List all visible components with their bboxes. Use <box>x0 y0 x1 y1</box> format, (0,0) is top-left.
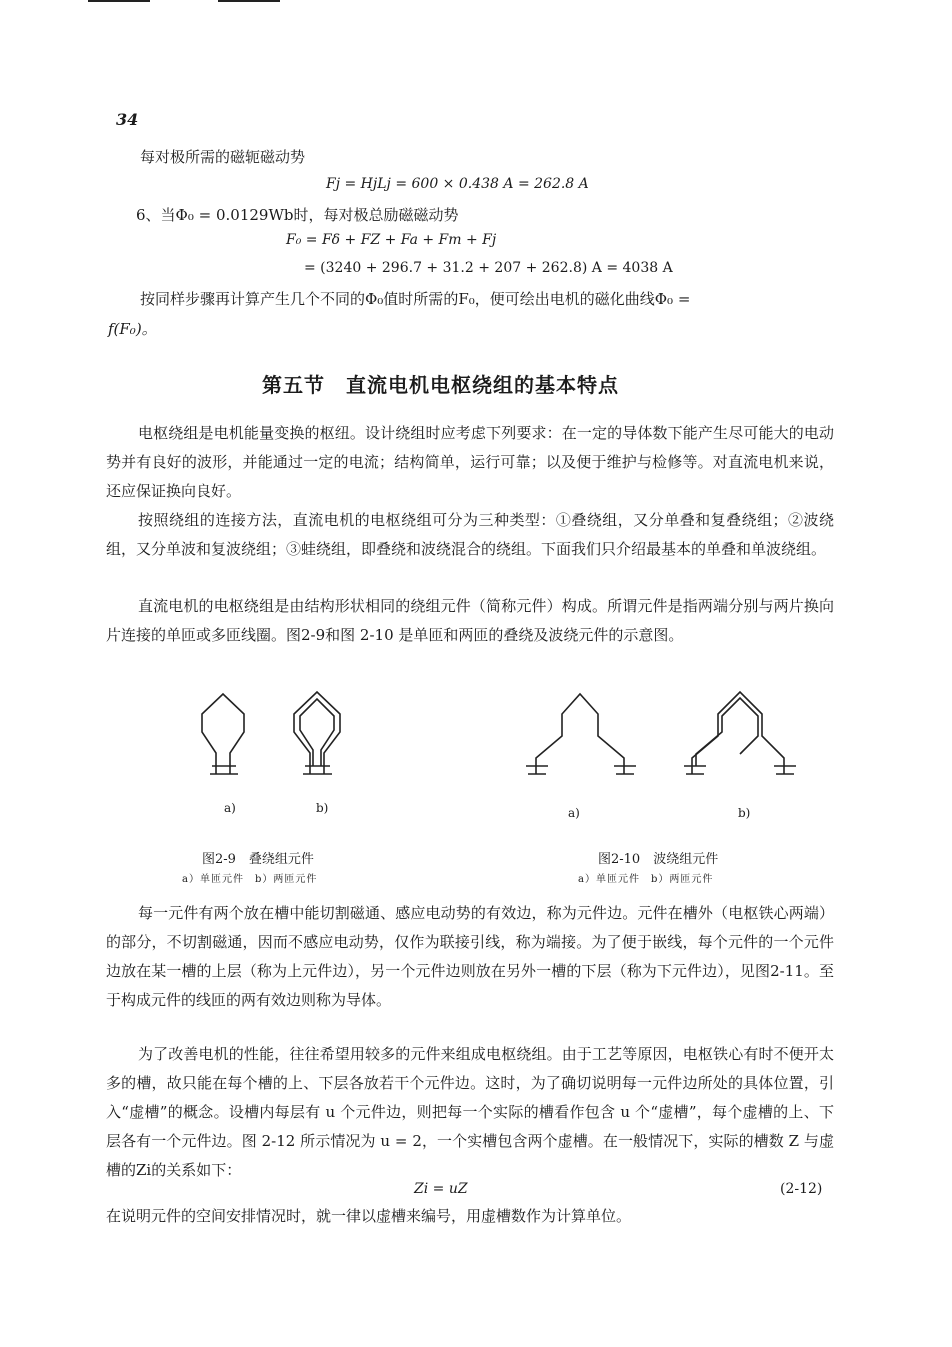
paragraph-winding-elements: 直流电机的电枢绕组是由结构形状相同的绕组元件（简称元件）构成。所谓元件是指两端分别与两片换向片连接的单匝或多匝线圈。图2-9和图 2-10 是单匝和两匝的叠绕及波绕元件的示意图。 <box>106 597 834 644</box>
figure-2-10b-label: b) <box>738 806 751 820</box>
equation-fj: Fj = HjLj = 600 × 0.438 A = 262.8 A <box>326 176 589 192</box>
figure-2-10b-two-turn-wave <box>674 690 804 790</box>
figure-2-10a-label: a) <box>568 806 580 820</box>
paragraph-winding-types: 按照绕组的连接方法，直流电机的电枢绕组可分为三种类型：①叠绕组，又分单叠和复叠绕组；②波绕组，又分单波和复波绕组；③蛙绕组，即叠绕和波绕混合的绕组。下面我们只介绍最基本的单叠和单波绕组。 <box>106 511 834 558</box>
figure-2-9a-label: a) <box>224 801 236 815</box>
figure-2-10-subcaption: a）单匝元件 b）两匝元件 <box>578 874 714 885</box>
equation-f0-value: = (3240 + 296.7 + 31.2 + 207 + 262.8) A = 4038 A <box>304 260 673 276</box>
text-line-magnetization: 按同样步骤再计算产生几个不同的Φ₀值时所需的F₀，便可绘出电机的磁化曲线Φ₀ = <box>140 290 691 308</box>
paragraph-armature-winding: 电枢绕组是电机能量变换的枢纽。设计绕组时应考虑下列要求：在一定的导体数下能产生尽可能大的电动势并有良好的波形，并能通过一定的电流；结构简单，运行可靠；以及便于维护与检修等。对直流电机来说，还应保证换向良好。 <box>106 424 834 500</box>
top-rule-left <box>88 0 150 2</box>
figure-2-9b-two-turn-lap <box>290 690 344 790</box>
top-rule-right <box>218 0 280 2</box>
figure-2-9b-label: b) <box>316 801 329 815</box>
paragraph-element-sides: 每一元件有两个放在槽中能切割磁通、感应电动势的有效边，称为元件边。元件在槽外（电枢铁心两端）的部分，不切割磁通，因而不感应电动势，仅作为联接引线，称为端接。为了便于嵌线，每个元件的一个元件边放在某一槽的上层（称为上元件边），另一个元件边则放在另外一槽的下层（称为下元件边），见图2-11。至于构成元件的线匝的两有效边则称为导体。 <box>106 904 834 1009</box>
section-title: 第五节 直流电机电枢绕组的基本特点 <box>262 373 619 397</box>
paragraph-numbering: 在说明元件的空间安排情况时，就一律以虚槽来编号，用虚槽数作为计算单位。 <box>106 1207 632 1225</box>
equation-number: (2-12) <box>780 1181 823 1197</box>
text-line-step6: 6、当Φ₀ = 0.0129Wb时，每对极总励磁磁动势 <box>136 206 459 224</box>
figure-2-10a-single-turn-wave <box>518 690 642 790</box>
text-line-function: f(F₀)。 <box>108 320 157 338</box>
page-number: 34 <box>116 110 139 129</box>
figure-2-9a-single-turn-lap <box>198 690 248 790</box>
equation-virtual-slots: Zi = uZ <box>414 1181 468 1197</box>
equation-f0: F₀ = Fδ + FZ + Fa + Fm + Fj <box>286 232 497 248</box>
paragraph-virtual-slots: 为了改善电机的性能，往往希望用较多的元件来组成电枢绕组。由于工艺等原因，电枢铁心有时不便开太多的槽，故只能在每个槽的上、下层各放若干个元件边。这时，为了确切说明每一元件边所处的具体位置，引入“虚槽”的概念。设槽内每层有 u 个元件边，则把每一个实际的槽看作包含 u 个“虚槽”，每个虚槽的上、下层各有一个元件边。图 2-12 所示情况为 u = 2，一个实槽包含两个虚槽。在一般情况下，实际的槽数 Z 与虚槽的Zi的关系如下： <box>106 1045 834 1179</box>
figure-2-10-caption: 图2-10 波绕组元件 <box>598 852 719 867</box>
figure-2-9-caption: 图2-9 叠绕组元件 <box>202 852 314 867</box>
text-line-yoke-mmf: 每对极所需的磁轭磁动势 <box>140 148 306 166</box>
figure-2-9-subcaption: a）单匝元件 b）两匝元件 <box>182 874 318 885</box>
